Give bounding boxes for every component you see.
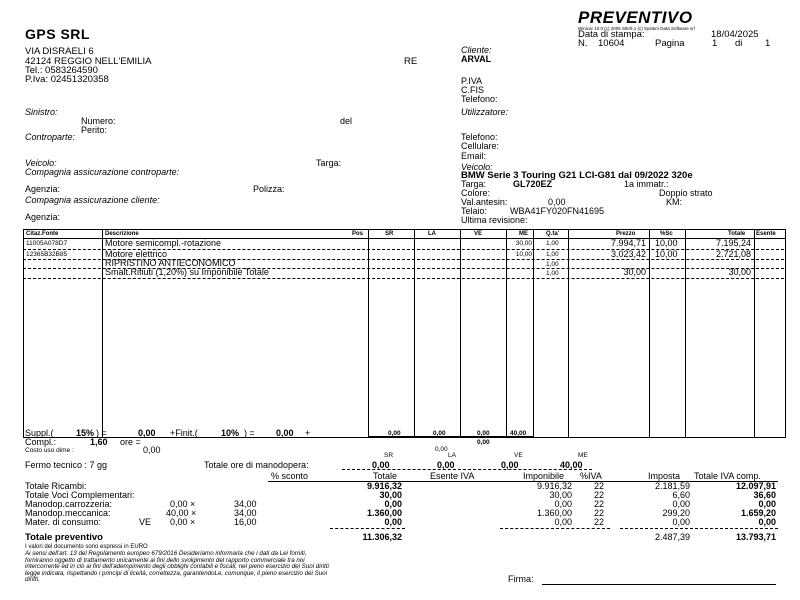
del-label: del <box>340 116 353 126</box>
euro-note: I valori del documento sono espressi in EURO <box>25 544 148 550</box>
suppl-pct: 15% <box>76 428 95 438</box>
row1-code: 11005A078D7 <box>26 240 68 247</box>
sum-row-totale: 0,00 <box>384 499 402 509</box>
sum-row-totale: 0,00 <box>384 517 402 527</box>
comp-controparte-label: Compagnia assicurazione controparte: <box>25 167 180 177</box>
client-piva: P.IVA <box>461 76 483 86</box>
company-phone: Tel.: 0583264590 <box>25 65 98 76</box>
agenzia-label: Agenzia: <box>25 184 61 194</box>
strato-value: Doppio strato <box>659 188 713 198</box>
total-label: Totale preventivo <box>25 532 103 543</box>
sum-h-imponibile: Imponibile <box>523 471 565 481</box>
th-ve: VE <box>474 231 483 237</box>
immatr-label: 1a immatr.: <box>624 179 669 189</box>
suppl-label: Suppl.( <box>25 428 54 438</box>
doc-title: PREVENTIVO <box>578 8 693 27</box>
col-sep <box>506 229 507 437</box>
sum-row-totale: 9.916,32 <box>366 481 402 491</box>
row2-code: 12365B32B85 <box>26 251 68 258</box>
hours-ve-val: 0,00 <box>501 460 519 470</box>
company-street: VIA DISRAELI 6 <box>25 46 94 57</box>
user-label: Utilizzatore: <box>461 107 509 117</box>
client-name: ARVAL <box>461 54 492 64</box>
privacy-line-1: Ai sensi dell'art. 13 del Regolamento europeo 679/2016 Desideriamo informarla che i dati da Lei forniti, <box>25 550 307 557</box>
sum-row-b: 34,00 <box>234 499 257 509</box>
ve-small: 0,00 <box>435 446 448 453</box>
col-sep <box>414 229 415 437</box>
th-citaz: Citaz.Fonte <box>26 231 59 237</box>
finit-pct: 10% <box>221 428 240 438</box>
row4-totale: 30,00 <box>728 267 751 277</box>
hours-la-val: 0,00 <box>437 460 455 470</box>
sum-row-imponibile: 30,00 <box>549 490 572 500</box>
client-cfis: C.FIS <box>461 85 485 95</box>
sum-row-imposta: 0,00 <box>672 517 690 527</box>
revisione-label: Ultima revisione: <box>461 215 528 225</box>
col-sep <box>102 229 103 437</box>
client-label: Cliente: <box>461 45 492 55</box>
sum-row-iva: 22 <box>594 481 605 491</box>
row2-prezzo: 3.023,42 <box>610 249 646 259</box>
costo-label: Costo uso dime : <box>25 447 74 454</box>
sum-row-iva: 22 <box>594 490 605 500</box>
company-province: RE <box>404 56 418 67</box>
total-hours-label: Totale ore di manodopera: <box>204 460 309 470</box>
client-phone: Telefono: <box>461 94 498 104</box>
sum-row-pre: VE <box>139 517 152 527</box>
th-prezzo: Prezzo <box>616 231 636 237</box>
sum-row-totiva: 12.097,91 <box>735 481 776 491</box>
hours-sr-label: SR <box>384 452 394 459</box>
numero-label: Numero: <box>81 116 116 126</box>
suppl-val: 0,00 <box>138 428 156 438</box>
col-sep <box>754 229 755 437</box>
company-city: 42124 REGGIO NELL'EMILIA <box>25 56 152 67</box>
sum-row-imponibile: 0,00 <box>554 499 572 509</box>
sum-row-iva: 22 <box>594 499 605 509</box>
privacy-line-4: legge indicata, rispettando i principi di liceità, correttezza, garantendoLe, comunque, il pieno esercizio dei Suoi <box>25 569 327 577</box>
sum-row-imposta: 6,60 <box>672 490 690 500</box>
sum-row-imponibile: 1.360,00 <box>536 508 572 518</box>
finit-label: +Finit.( <box>170 428 198 438</box>
targa-value: GL720EZ <box>513 179 553 189</box>
signature-label: Firma: <box>508 574 534 584</box>
row1-prezzo: 7.994,71 <box>610 238 646 248</box>
suppl-eq: ) = <box>96 428 107 438</box>
plus-sign: + <box>305 428 311 438</box>
sum-row-label: Mater. di consumo: <box>25 517 102 527</box>
row1-qta: 1,00 <box>546 240 559 247</box>
valantesin-value: 0,00 <box>548 197 566 207</box>
page-label: Pagina <box>655 38 685 49</box>
privacy-line-3: intercorrente ed in ciò ai fini dell'adempimento degli obblighi contabili e fiscali, nel pieno esercizio dei Suoi diritti <box>25 563 329 570</box>
sum-row-a: 0,00 × <box>170 517 196 527</box>
company-vat: P.Iva: 02451320358 <box>25 74 109 85</box>
th-sc: %Sc <box>660 231 673 237</box>
sum-row-totiva: 0,00 <box>758 517 776 527</box>
telaio-label: Telaio: <box>461 206 488 216</box>
th-totale: Totale <box>728 231 746 237</box>
row4-descr: Smalt.Rifiuti (1,20%) su Imponibile Totale <box>105 267 269 277</box>
finit-val: 0,00 <box>276 428 294 438</box>
doc-number: 10604 <box>598 38 625 49</box>
sum-row-iva: 22 <box>594 508 605 518</box>
costo-val: 0,00 <box>143 445 161 455</box>
sinistro-label: Sinistro: <box>25 107 58 117</box>
page-of: di <box>735 38 743 49</box>
total-value: 11.306,32 <box>362 532 402 542</box>
row2-qta: 1,00 <box>546 251 559 258</box>
row2-me: 10,00 <box>515 251 532 258</box>
targa-label: Targa: <box>316 158 342 168</box>
sum-row-b: 34,00 <box>234 508 257 518</box>
row1-me: 30,00 <box>515 240 532 247</box>
th-sr: SR <box>385 231 394 237</box>
ore-label: ore = <box>120 437 141 447</box>
sum-h-totiva: Totale IVA comp. <box>694 471 761 481</box>
row2-descr: Motore elettrico <box>105 249 168 259</box>
sum-row-totiva: 1.659,20 <box>740 508 776 518</box>
sum-row-imponibile: 0,00 <box>554 517 572 527</box>
col-sep <box>568 229 569 437</box>
hours-me-label: ME <box>578 452 588 459</box>
compl-ve: 0,00 <box>477 439 490 446</box>
th-descr: Descrizione <box>105 231 139 237</box>
colore-label: Colore: <box>461 188 491 198</box>
sum-h-esente: Esente IVA <box>430 471 475 481</box>
sum-underline <box>620 528 778 529</box>
sum-row-a: 0,00 × <box>170 499 196 509</box>
print-date: 18/04/2025 <box>711 29 759 40</box>
page-total: 1 <box>765 38 771 49</box>
sum-row-label: Manodop.carrozzeria: <box>25 499 113 509</box>
row4-prezzo: 30,00 <box>623 267 646 277</box>
sum-h-sconto: % sconto <box>271 471 309 481</box>
sum-row-totiva: 36,60 <box>753 490 776 500</box>
company-name: GPS SRL <box>25 26 90 42</box>
fermo-tecnico: Fermo tecnico : 7 gg <box>25 460 108 470</box>
controparte-label: Controparte: <box>25 132 76 142</box>
sum-row-b: 16,00 <box>234 517 257 527</box>
email-label: Email: <box>461 151 487 161</box>
th-me: ME <box>519 231 528 237</box>
doc-number-label: N. <box>578 38 588 49</box>
hours-la-label: LA <box>448 452 456 459</box>
sum-row-iva: 22 <box>594 517 605 527</box>
phone2-label: Telefono: <box>461 132 498 142</box>
compl-val: 1,60 <box>90 437 108 447</box>
sum-row-label: Totale Ricambi: <box>25 481 87 491</box>
finit-eq: ) = <box>244 428 255 438</box>
page-number: 1 <box>712 38 718 49</box>
tot-me: 40,00 <box>510 430 527 437</box>
veicolo-label: Veicolo: <box>25 158 57 168</box>
row2-totale: 2.721,08 <box>715 249 751 259</box>
tot-ve: 0,00 <box>477 430 490 437</box>
row1-totale: 7.195,24 <box>715 238 751 248</box>
perito-label: Perito: <box>81 125 108 135</box>
tot-sr: 0,00 <box>388 430 401 437</box>
valantesin-label: Val.antesin: <box>461 197 508 207</box>
sum-row-totale: 1.360,00 <box>366 508 402 518</box>
col-sep <box>533 229 534 437</box>
sum-row-imponibile: 9.916,32 <box>536 481 572 491</box>
sum-h-iva: %IVA <box>580 471 602 481</box>
vehicle-label: Veicolo: <box>461 162 493 172</box>
sum-h-totale: Totale <box>373 471 398 481</box>
row1-sc: 10,00 <box>655 238 678 248</box>
total-imposta: 2.487,39 <box>654 532 690 542</box>
sum-row-label: Totale Voci Complementari: <box>25 490 135 500</box>
hours-sr-val: 0,00 <box>372 460 390 470</box>
col-sep <box>368 229 369 437</box>
sum-row-imposta: 0,00 <box>672 499 690 509</box>
sum-row-label: Manodop.meccanica: <box>25 508 111 518</box>
compl-label: Compl.: <box>25 437 57 447</box>
sum-row-imposta: 299,20 <box>662 508 690 518</box>
sum-underline <box>500 528 610 529</box>
row3-descr: RIPRISTINO ANTIECONOMICO <box>105 258 236 268</box>
sum-underline <box>330 528 405 529</box>
row3-qta: 1,00 <box>546 261 559 268</box>
row2-sc: 10,00 <box>655 249 678 259</box>
mobile-label: Cellulare: <box>461 141 500 151</box>
telaio-value: WBA41FY020FN41695 <box>510 206 605 216</box>
sum-row-totale: 30,00 <box>379 490 402 500</box>
th-la: LA <box>428 231 436 237</box>
signature-line[interactable] <box>542 584 776 585</box>
sum-h-imposta: Imposta <box>648 471 681 481</box>
comp-cliente-label: Compagnia assicurazione cliente: <box>25 195 160 205</box>
sum-row-totiva: 0,00 <box>758 499 776 509</box>
sum-row-imposta: 2.181,59 <box>654 481 690 491</box>
vehicle-model: BMW Serie 3 Touring G21 LCI-G81 dal 09/2022 320e <box>461 170 693 181</box>
km-label: KM: <box>666 197 683 207</box>
hours-ve-label: VE <box>514 452 523 459</box>
row1-descr: Motore semicompl.-rotazione <box>105 238 222 248</box>
th-qta: Q.ta' <box>546 231 560 237</box>
agenzia2-label: Agenzia: <box>25 212 61 222</box>
hours-underline <box>342 469 592 470</box>
col-sep <box>649 229 650 437</box>
total-iva: 13.793,71 <box>735 532 776 542</box>
th-esente: Esente <box>756 231 776 237</box>
privacy-line-2: forniranno oggetto di trattamento unicamente ai fini dello svolgimento del rapporto commerciale tra noi <box>25 556 305 564</box>
hours-me-val: 40,00 <box>560 460 583 470</box>
row4-qta: 1,00 <box>546 270 559 277</box>
row-sep <box>23 278 784 279</box>
polizza-label: Polizza: <box>253 184 285 194</box>
col-sep <box>685 229 686 437</box>
th-pos: Pos <box>352 231 364 237</box>
targa-label-right: Targa: <box>461 179 487 189</box>
software-line: Winicar 10.0 (c) 2005 Stkr9.1 (c) System Data Software srl <box>578 26 695 31</box>
privacy-line-5: diritti. <box>25 576 40 583</box>
tot-la: 0,00 <box>433 430 446 437</box>
col-sep <box>460 229 461 437</box>
sum-row-a: 40,00 × <box>166 508 197 518</box>
print-date-label: Data di stampa: <box>578 29 645 40</box>
